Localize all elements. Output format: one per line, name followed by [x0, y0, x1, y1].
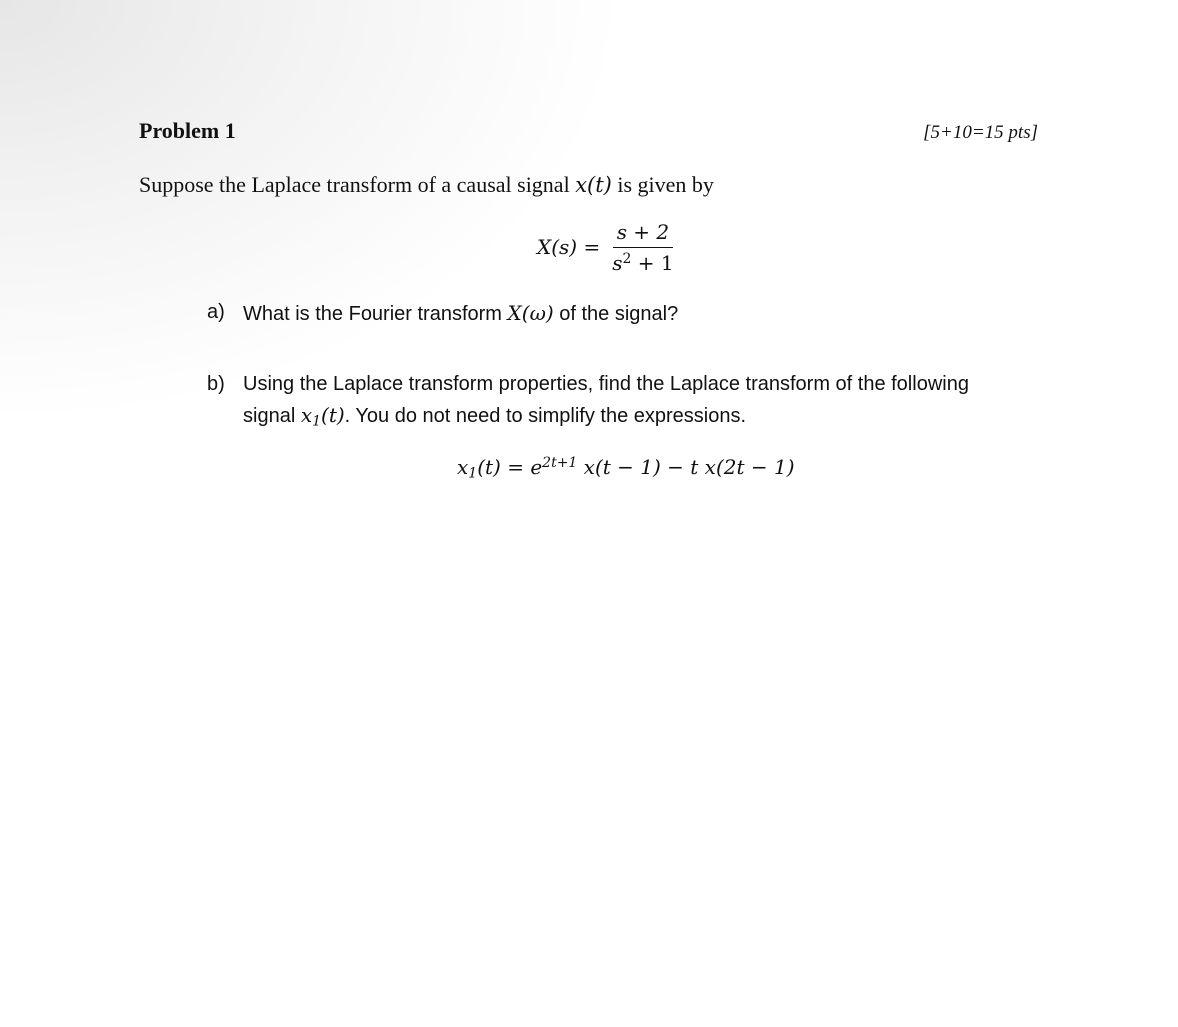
points-label: [5+10=15 pts]: [923, 122, 1038, 143]
laplace-numerator: s + 2: [613, 219, 673, 248]
part-a-text-after: of the signal?: [553, 303, 679, 325]
denominator-exponent: 2: [622, 250, 632, 267]
x1-subscript: 1: [312, 413, 322, 430]
denominator-rest: + 1: [631, 250, 674, 275]
intro-text-after: is given by: [611, 172, 714, 197]
signal-lhs-base: x: [457, 455, 469, 479]
intro-statement: [139, 172, 714, 198]
signal-lhs-rest: (t) = e: [477, 455, 543, 479]
signal-rhs: x(t − 1) − t x(2t − 1): [577, 455, 795, 479]
x1-symbol: [300, 403, 345, 430]
part-b-text-after: . You do not need to simplify the expressions.: [344, 405, 747, 427]
signal-exponent: 2t+1: [542, 455, 578, 471]
signal-symbol: x(t): [575, 173, 612, 197]
signal-equation: [457, 455, 795, 482]
fourier-symbol: X(ω): [507, 301, 554, 325]
part-b-line2: [243, 403, 746, 428]
laplace-fraction: [608, 219, 677, 276]
part-a-question: [243, 301, 678, 326]
intro-text-before: Suppose the Laplace transform of a causal signal: [139, 172, 576, 197]
x1-arg: (t): [321, 403, 345, 427]
signal-lhs-subscript: 1: [468, 465, 478, 482]
laplace-equation: [537, 215, 678, 279]
denominator-base: s: [612, 250, 623, 275]
x1-base: x: [300, 403, 313, 427]
problem-title: Problem 1: [139, 118, 236, 143]
laplace-denominator: [608, 248, 677, 276]
part-b-line1: Using the Laplace transform properties, find the Laplace transform of the following: [243, 373, 969, 395]
part-a-label: a): [207, 301, 225, 323]
laplace-lhs: X(s) =: [537, 235, 601, 259]
part-b-text-before: signal: [243, 405, 301, 427]
part-a-text-before: What is the Fourier transform: [243, 303, 508, 325]
part-b-label: b): [207, 373, 225, 395]
